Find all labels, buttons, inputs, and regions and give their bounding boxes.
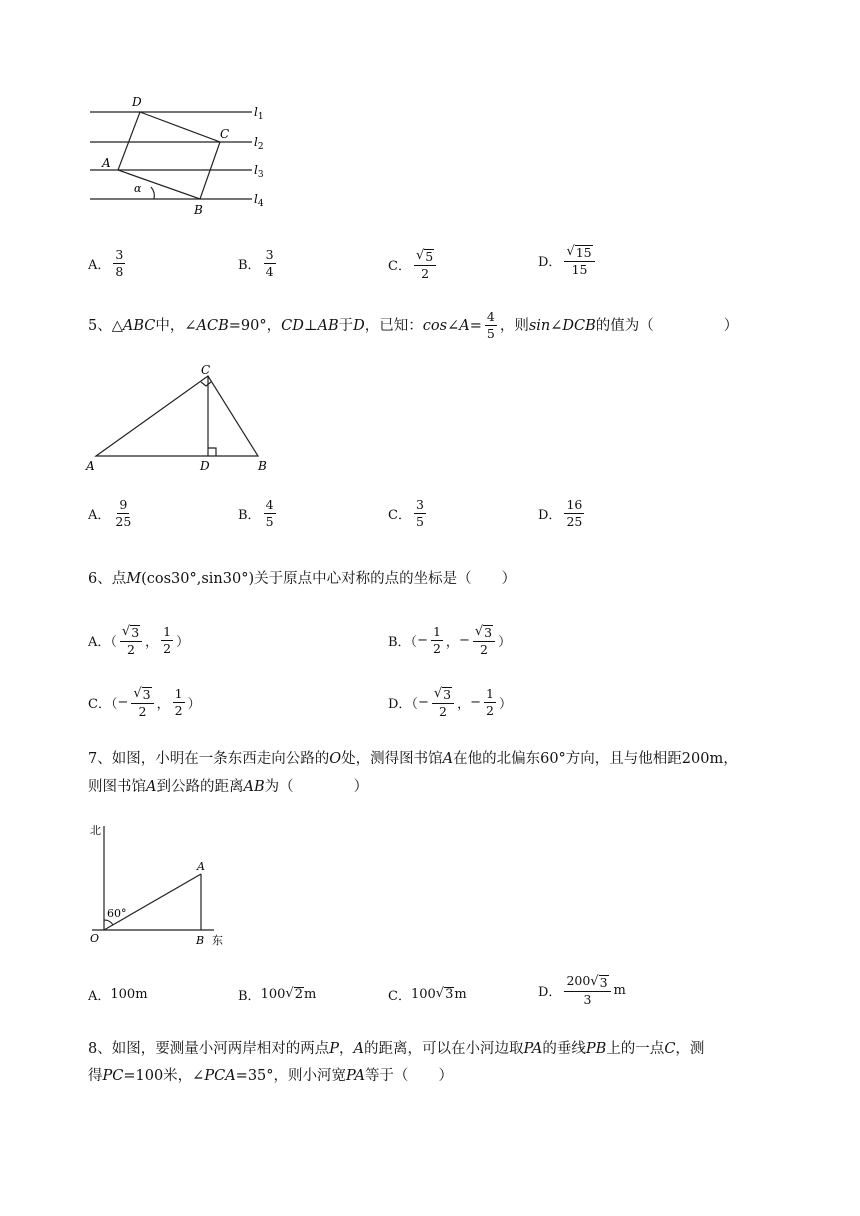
label-A: A <box>102 156 111 170</box>
label-l4: $l_4$ <box>254 192 264 209</box>
label-A: A <box>197 860 205 873</box>
angle-60-arc <box>104 920 113 925</box>
q7-option-d[interactable]: D． 200 √ 3 3 m <box>538 973 626 1008</box>
q8-stem-line2: 得PC=100米，∠PCA=35°，则小河宽PA等于（ ） <box>88 1068 453 1084</box>
right-angle-c <box>201 382 211 386</box>
q6-option-d[interactable]: D．（ − √ 3 2 ， − $\frac{1}{2}$ ） <box>388 686 512 720</box>
right-angle-d <box>208 448 216 456</box>
q6-option-a[interactable]: A．（ √ 3 2 ， $\frac{1}{2}$ ） <box>88 624 190 658</box>
q7-option-c[interactable]: C． 100 √ 3 m <box>388 985 467 1004</box>
label-C: C <box>201 364 211 377</box>
label-D: D <box>132 95 142 109</box>
q4-figure <box>84 92 274 222</box>
label-B: B <box>194 203 203 217</box>
label-D: D <box>200 459 210 473</box>
q5-option-d[interactable]: D． $\frac{16}{25}$ <box>538 497 583 530</box>
q8-stem-line1: 8、如图，要测量小河两岸相对的两点P，A的距离，可以在小河边取PA的垂线PB上的一点C，测 <box>88 1041 705 1057</box>
label-O: O <box>90 932 100 945</box>
q4-option-d[interactable]: D． √ 15 15 <box>538 244 598 278</box>
segment-oa <box>104 874 201 930</box>
triangle-abc <box>96 376 258 456</box>
q7-stem-line2: 则图书馆A到公路的距离AB为（ ） <box>88 779 369 795</box>
label-east: 东 <box>212 934 223 947</box>
q7-stem-line1: 7、如图，小明在一条东西走向公路的O处，测得图书馆A在他的北偏东60°方向，且与他相距200m， <box>88 751 738 767</box>
q5-option-c[interactable]: C． $\frac{3}{5}$ <box>388 497 424 530</box>
q4-option-a[interactable]: A． $\frac{3}{8}$ <box>88 247 124 280</box>
label-l1: $l_1$ <box>254 105 264 122</box>
q6-option-c[interactable]: C．（ − √ 3 2 ， $\frac{1}{2}$ ） <box>88 686 201 720</box>
q5-figure <box>84 364 284 476</box>
q7-figure <box>84 818 234 952</box>
q6-stem: 6、点M(cos30°,sin30°)关于原点中心对称的点的坐标是（ ） <box>88 571 517 587</box>
label-C: C <box>220 127 230 141</box>
label-north: 北 <box>90 824 101 837</box>
q4-option-c[interactable]: C． √ 5 2 <box>388 248 439 282</box>
q6-option-b[interactable]: B．（ − $\frac{1}{2}$ ， − √ 3 2 ） <box>388 624 512 658</box>
label-l3: $l_3$ <box>254 163 264 180</box>
q7-option-a[interactable]: A． 100m <box>88 987 148 1004</box>
label-angle: 60° <box>107 907 127 920</box>
q5-option-a[interactable]: A． $\frac{9}{25}$ <box>88 497 132 530</box>
label-A: A <box>86 459 95 473</box>
q5-stem: 5、 △ ABC 中，∠ ACB =90°， CD ⊥ AB 于 D ，已知： cos∠A = $\frac{4}{5}$ ，则 sin∠DCB 的值为（ ） <box>88 309 739 342</box>
angle-alpha-arc <box>151 187 154 199</box>
label-alpha: α <box>134 182 142 195</box>
label-l2: $l_2$ <box>254 135 264 152</box>
q5-option-b[interactable]: B． $\frac{4}{5}$ <box>238 497 274 530</box>
q7-option-b[interactable]: B． 100 √ 2 m <box>238 985 317 1004</box>
q4-option-b[interactable]: B． $\frac{3}{4}$ <box>238 247 274 280</box>
label-B: B <box>258 459 267 473</box>
label-B: B <box>196 934 205 947</box>
